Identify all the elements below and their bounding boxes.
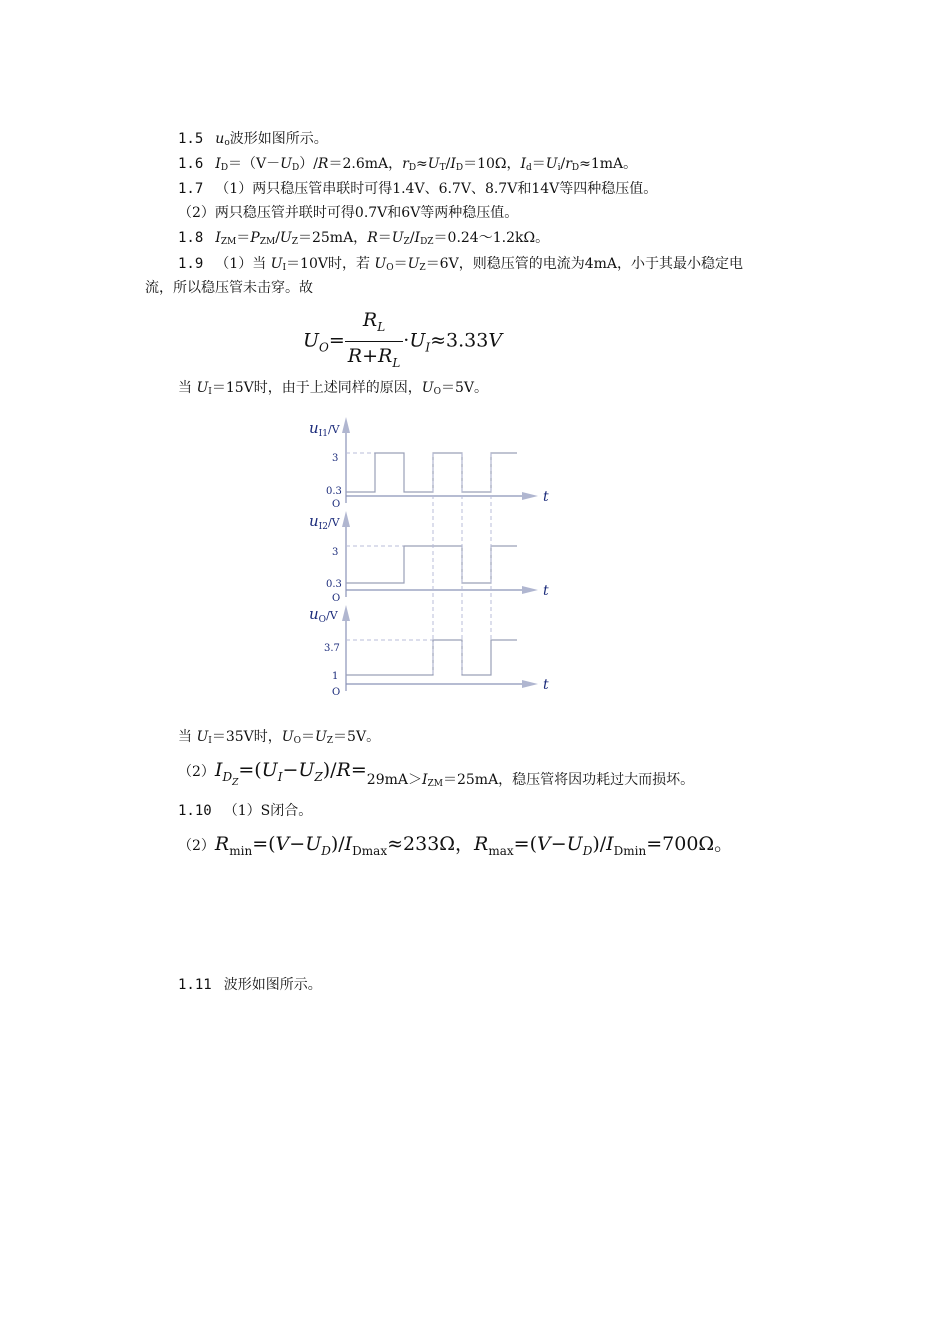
fraction: $\frac{R_L}{R+R_L}$ xyxy=(345,308,404,375)
y-axis-arrow xyxy=(342,511,350,527)
origin-label: O xyxy=(332,593,341,604)
item-1-7: 1.7 （1）两只稳压管串联时可得1.4V、6.7V、8.7V和14V等四种稳压值。 xyxy=(178,181,658,197)
item-number: 1.11 xyxy=(178,977,212,993)
item-1-9-line2: 流，所以稳压管未击穿。故 xyxy=(145,280,313,296)
t-axis-arrow xyxy=(522,492,538,500)
ylabel-uo: $u_O^{/V}$ xyxy=(309,605,338,625)
origin-label: O xyxy=(332,687,341,698)
tick-label: 3.7 xyxy=(324,643,340,654)
y-axis-arrow xyxy=(342,605,350,621)
item-1-6: 1.6 $I_D=(V-U_D)/R=2.6mA$，$r_D\approx U_T/I_D=10\Omega$，$I_d=U_i/r_D\approx 1mA$。 xyxy=(178,156,638,173)
line-15v: 当 $U_I=15V$时，由于上述同样的原因，$U_O=5V$。 xyxy=(178,380,488,397)
item-number: 1.9 xyxy=(178,256,204,272)
t-label: t xyxy=(543,489,549,505)
item-number: 1.8 xyxy=(178,230,204,246)
tick-label: 3 xyxy=(332,453,339,464)
item-1-7-part2: （2）两只稳压管并联时可得0.7V和6V等两种稳压值。 xyxy=(178,205,519,221)
item-1-8: 1.8 $I_{ZM}=P_{ZM}/U_Z=25mA$，$R=U_Z/I_{DZ}=0.24\sim 1.2k\Omega$。 xyxy=(178,230,550,247)
wave-ui1 xyxy=(346,453,517,492)
plot-uo xyxy=(309,605,549,698)
waveform-figure xyxy=(300,415,560,705)
item-1-10-part2: $(2)R_{min}=(V-U_D)/I_{Dmax}\approx 233\Omega$，$R_{max}=(V-U_D)/I_{Dmin}=700\Omega$。 xyxy=(178,833,734,858)
tick-label: 3 xyxy=(332,547,339,558)
line-idz: $(2)I_{DZ}=(U_I-U_Z)/R=29mA>I_{ZM}=25mA$，稳压管将因功耗过大而损坏。 xyxy=(178,759,695,789)
item-1-10: 1.10 （1）S闭合。 xyxy=(178,803,313,819)
item-number: 1.10 xyxy=(178,803,212,819)
item-number: 1.7 xyxy=(178,181,204,197)
t-label: t xyxy=(543,583,549,599)
tick-label: 0.3 xyxy=(326,486,342,497)
ylabel-ui2: $u_{I2}^{/V}$ xyxy=(309,512,340,532)
item-number: 1.6 xyxy=(178,156,204,172)
ylabel-ui1: $u_{I1}^{/V}$ xyxy=(309,419,340,439)
y-axis-arrow xyxy=(342,417,350,433)
t-label: t xyxy=(543,677,549,693)
wave-uo xyxy=(346,640,517,675)
tick-label: 0.3 xyxy=(326,579,342,590)
tick-label: 1 xyxy=(332,671,339,682)
item-1-9: 1.9 （1）当 $U_I=10V$时，若 $U_O=U_Z=6V$，则稳压管的电流为4mA，小于其最小稳定电 xyxy=(178,256,743,273)
item-1-5: 1.5 $u_o$波形如图所示。 xyxy=(178,131,328,148)
plot-ui1 xyxy=(309,417,549,510)
line-35v: 当 $U_I=35V$时，$U_O=U_Z=5V$。 xyxy=(178,729,381,746)
equation-uo: $U_O=$ $\frac{R_L}{R+R_L}$ $\cdot U_I\approx 3.33V$ xyxy=(303,308,502,375)
item-number: 1.5 xyxy=(178,131,204,147)
t-axis-arrow xyxy=(522,586,538,594)
t-axis-arrow xyxy=(522,680,538,688)
origin-label: O xyxy=(332,499,341,510)
item-1-11: 1.11 波形如图所示。 xyxy=(178,977,322,993)
plot-ui2 xyxy=(309,511,549,604)
